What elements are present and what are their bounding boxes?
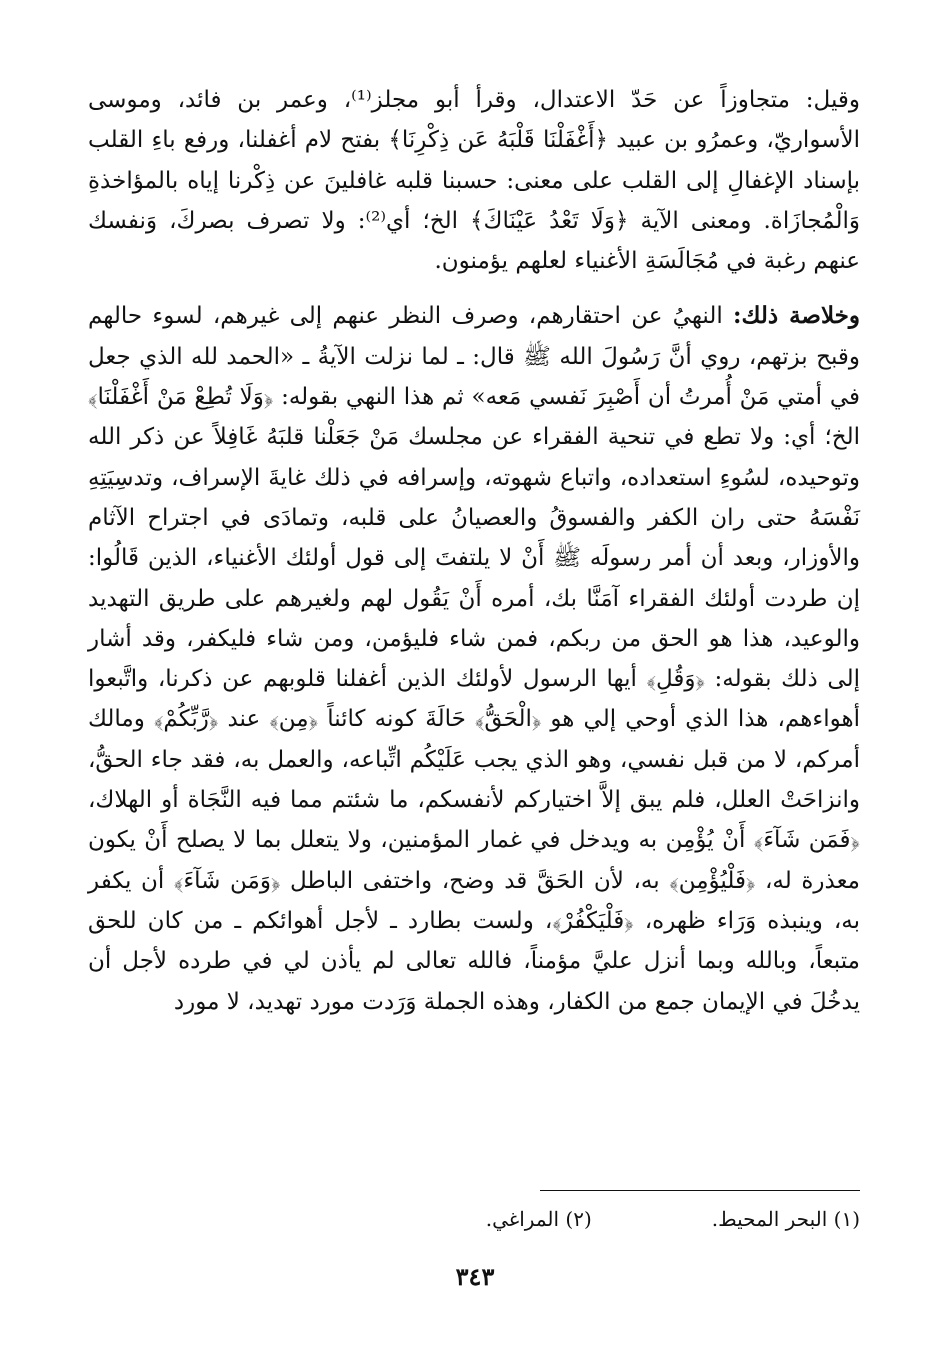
- paragraph-1: [88, 80, 860, 281]
- paragraph-lead: وخلاصة ذلك:: [733, 302, 861, 330]
- footnote-divider: [540, 1190, 860, 1191]
- paragraph-2: [88, 296, 860, 1021]
- paragraph-body: النهيُ عن احتقارهم، وصرف النظر عنهم إلى غيرهم، لسوء حالهم وقبح بزتهم، روي أنَّ رَسُولَ الله ﷺ قال: ـ لما نزلت الآيةُ ـ «الحمد لله الذي جعل في أمتي مَنْ أُمرتُ أن أَصْبِرَ نَفسي مَعه» ثم هذا النهي بقوله: ﴿وَلَا تُطِعْ مَنْ أَغْفَلْنَا﴾ الخ؛ أي: ولا تطع في تنحية الفقراء عن مجلسك مَنْ جَعَلْنا قلبَهُ غَافِلاً عن ذكر الله وتوحيده، لسُوءِ استعداده، واتباع شهوته، وإسرافه في ذلك غايةَ الإسراف، وتدسِيَتِهِ نَفْسَهُ حتى ران الكفر والفسوقُ والعصيانُ على قلبه، وتمادَى في اجتراح الآثام والأوزار، وبعد أن أمر رسولَه ﷺ أَنْ لا يلتفتَ إلى قول أولئك الأغنياء، الذين قَالُوا: إن طردت أولئك الفقراء آمَنَّا بك، أمره أَنْ يَقُول لهم ولغيرهم على طريق التهديد والوعيد، هذا هو الحق من ربكم، فمن شاء فليؤمن، ومن شاء فليكفر، وقد أشار إلى ذلك بقوله: ﴿وَقُلِ﴾ أيها الرسول لأولئك الذين أغفلنا قلوبهم عن ذكرنا، واتَّبعوا أهواءهم، هذا الذي أوحي إلي هو ﴿الْحَقُّ﴾ حَالَةَ كونه كائناً ﴿مِن﴾ عند ﴿رَّبِّكُمْ﴾ ومالك أمركم، لا من قبل نفسي، وهو الذي يجب عَلَيْكُم اتِّباعه، والعمل به، فقد جاء الحقُّ، وانزاحَتْ العلل، فلم يبق إلاَّ اختياركم لأنفسكم، ما شئتم مما فيه النَّجَاة أو الهلاك، ﴿فَمَن شَآءَ﴾ أَنْ يُؤْمِن به ويدخل في غمار المؤمنين، ولا يتعلل بما لا يصلح أَنْ يكون معذرة له، ﴿فَلْيُؤْمِن﴾ به، لأن الحَقَّ قد وضح، واختفى الباطل ﴿وَمَن شَآءَ﴾ أن يكفر به، وينبذه وَرَاء ظهره، ﴿فَلْيَكْفُرْ﴾، ولست بطارد ـ لأجل أهوائكم ـ من كان للحق متبعاً، وبالله وبما أنزل عليَّ مؤمناً، فالله تعالى لم يأذن لي في طرده لأجل أن يدخُلَ في الإيمان جمع من الكفار، وهذه الجملة وَرَدت مورد تهديد، لا مورد: [88, 303, 860, 1015]
- footnote-2: (٢) المراغي.: [485, 1207, 592, 1231]
- footnotes: [300, 1204, 860, 1234]
- page-number: ٣٤٣: [455, 1262, 495, 1291]
- paragraph-body: وقيل: متجاوزاً عن حَدّ الاعتدال، وقرأ أبو مجلز⁽¹⁾، وعمر بن فائد، وموسى الأسواريّ، وعمرُو بن عبيد ﴿أَغْفَلْنَا قَلْبَهُ عَن ذِكْرِنَا﴾ بفتح لام أغفلنا، ورفع باءِ القلب بإسناد الإغفالِ إلى القلب على معنى: حسبنا قلبه غافلينَ عن ذِكْرنا إياه بالمؤاخذةِ وَالْمُجازَاة. ومعنى الآية ﴿وَلَا تَعْدُ عَيْنَاكَ﴾ الخ؛ أي⁽²⁾: ولا تصرف بصركَ، وَنفسك عنهم رغبة في مُجَالَسَةِ الأغنياء لعلهم يؤمنون.: [88, 87, 860, 275]
- footnote-1: (١) البحر المحيط.: [711, 1207, 860, 1231]
- main-text: [88, 80, 860, 1022]
